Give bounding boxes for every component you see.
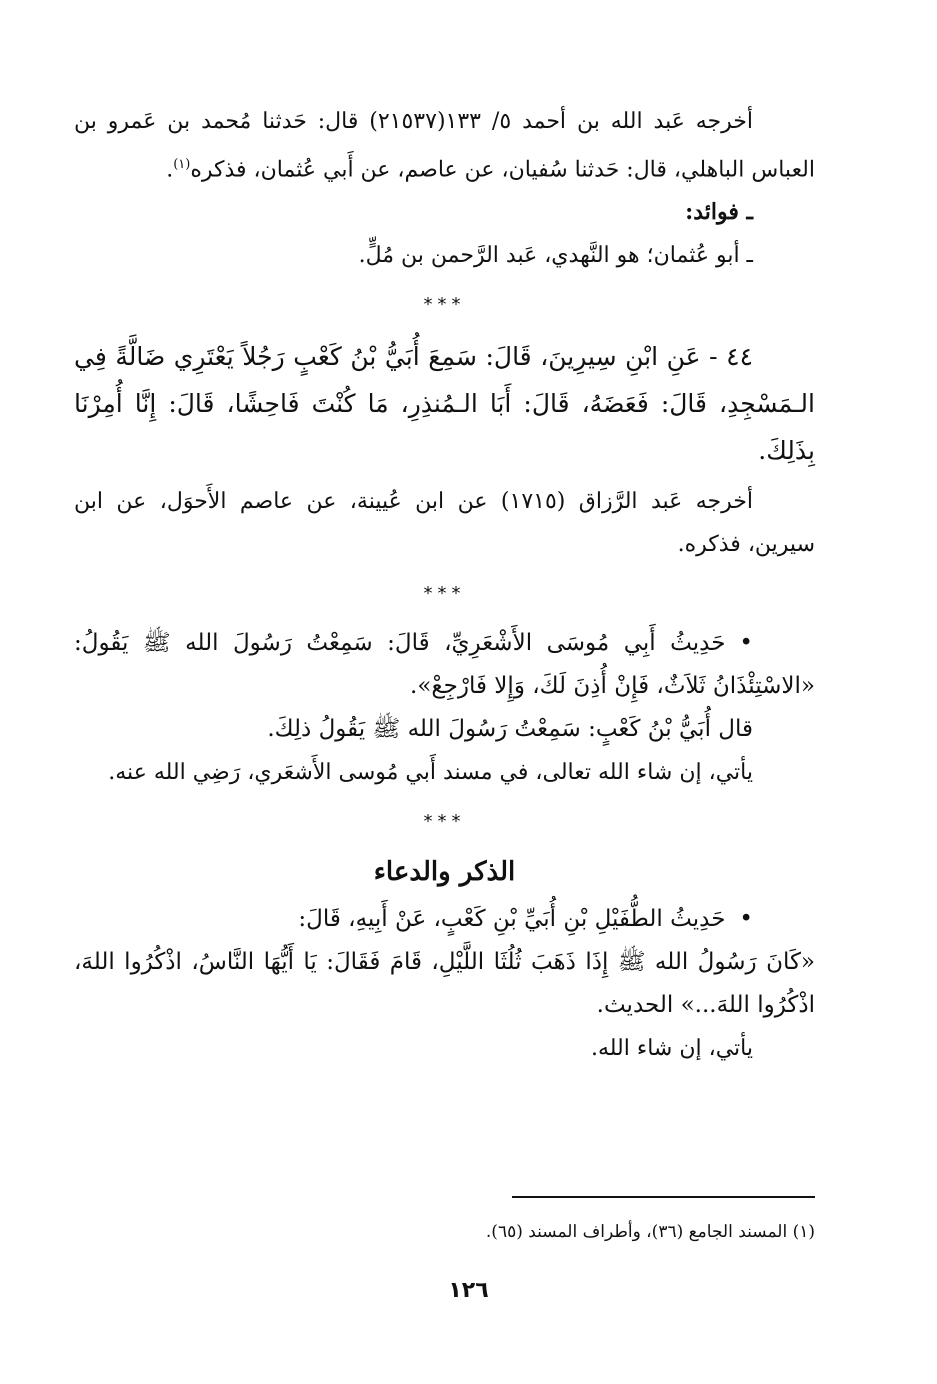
footnote: (١) المسند الجامع (٣٦)، وأطراف المسند (٦٥). (485, 1222, 815, 1242)
cross-reference-2: يأتي، إن شاء الله. (590, 1036, 753, 1062)
hadith-abu-musa-text: حَدِيثُ أَبِي مُوسَى الأَشْعَرِيِّ، قَالَ: سَمِعْتُ رَسُولَ الله ﷺ يَقُولُ: «الاسْتِئْذَانُ ثَلاَثٌ، فَإِنْ أُذِنَ لَكَ، وَإِلا فَارْجِعْ». (74, 630, 815, 700)
hadith-tufayl-text: «كَانَ رَسُولُ الله ﷺ إِذَا ذَهَبَ ثُلُثَا اللَّيْلِ، قَامَ فَقَالَ: يَا أَيُّهَا النَّاسُ، اذْكُرُوا اللهَ، اذْكُرُوا اللهَ...» الحديث. (74, 949, 815, 1019)
section-separator: *** (423, 583, 466, 605)
section-separator: *** (423, 811, 466, 833)
bullet-icon: • (739, 630, 753, 657)
hadith-44 (74, 333, 815, 474)
main-text (74, 100, 815, 1070)
ubayy-statement: قال أُبَيُّ بْنُ كَعْبٍ: سَمِعْتُ رَسُولَ الله ﷺ يَقُولُ ذلِكَ. (267, 716, 753, 743)
paragraph-takhrij-1 (74, 100, 815, 191)
page-number: ١٢٦ (448, 1278, 489, 1303)
fawaid-note: ـ أبو عُثمان؛ هو النَّهدي، عَبد الرَّحمن بن مُلٍّ. (358, 243, 753, 269)
bullet-icon: • (739, 906, 753, 933)
hadith-44-text: عَنِ ابْنِ سِيرِينَ، قَالَ: سَمِعَ أُبَيُّ بْنُ كَعْبٍ رَجُلاً يَعْتَرِي ضَالَّةً فِي الـمَسْجِدِ، قَالَ: فَعَضَهُ، قَالَ: أَبَا الـمُنذِرِ، مَا كُنْتَ فَاحِشًا، قَالَ: إِنَّا أُمِرْنَا بِذَلِكَ. (74, 342, 815, 466)
paragraph-takhrij-1-text: أخرجه عَبد الله بن أحمد ٥/ ١٣٣(٢١٥٣٧) قال: حَدثنا مُحمد بن عَمرو بن العباس الباهلي، قال: حَدثنا سُفيان، عن عاصم، عن أَبي عُثمان، فذكره (74, 109, 815, 183)
section-heading: الذكر والدعاء (373, 857, 516, 888)
hadith-number: ٤٤ - (709, 342, 753, 372)
fawaid-label: ـ فوائد: (685, 199, 753, 226)
hadith-tufayl-intro: حَدِيثُ الطُّفَيْلِ بْنِ أُبَيِّ بْنِ كَعْبٍ، عَنْ أَبِيهِ، قَالَ: (298, 906, 726, 933)
footnote-divider (512, 1196, 815, 1198)
hadith-tufayl (74, 898, 815, 941)
section-separator: *** (423, 294, 466, 316)
paragraph-takhrij-2: أخرجه عَبد الرَّزاق (١٧١٥) عن ابن عُيينة، عن عاصم الأَحوَل، عن ابن سيرين، فذكره. (74, 489, 815, 558)
footnote-reference: (١) (173, 157, 191, 172)
cross-reference-1: يأتي، إن شاء الله تعالى، في مسند أَبي مُوسى الأَشعَري، رَضِي الله عنه. (108, 760, 753, 786)
hadith-abu-musa (74, 622, 815, 708)
paragraph-takhrij-1-end: . (166, 157, 174, 183)
